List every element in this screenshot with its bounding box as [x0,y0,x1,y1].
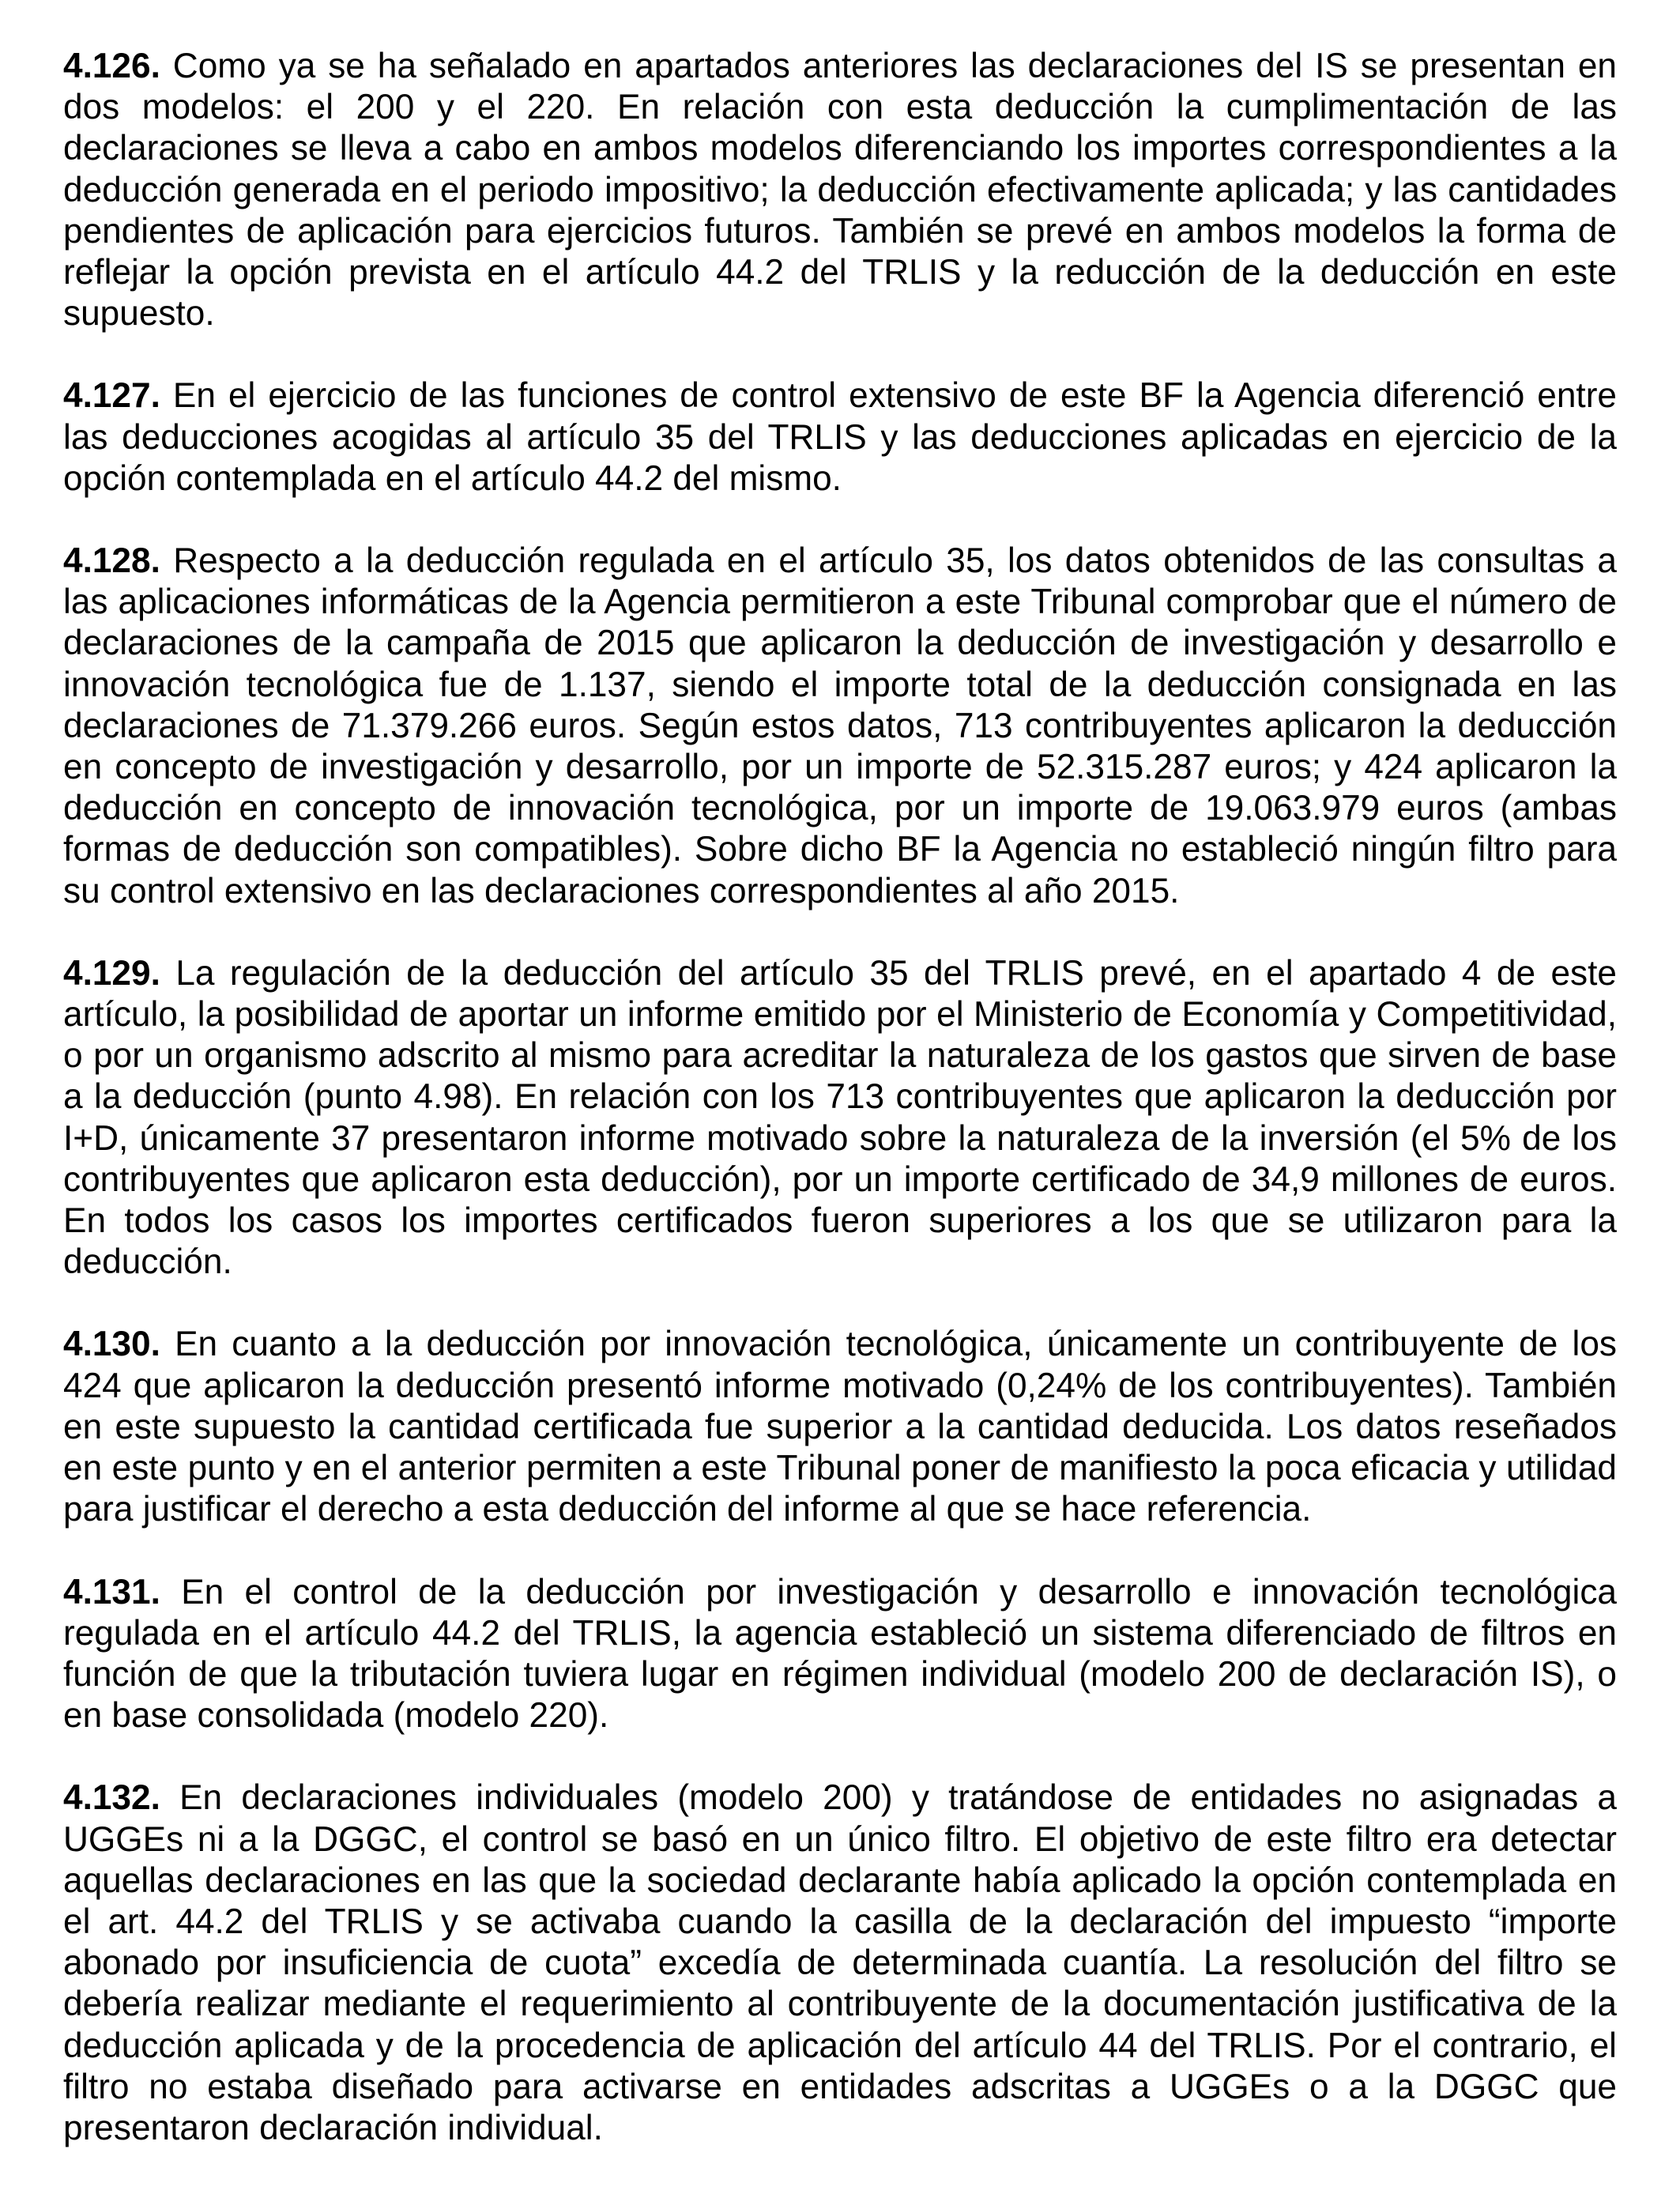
paragraph-4-132 [63,1777,1617,2149]
document-page [63,46,1617,2190]
paragraph-text: Respecto a la deducción regulada en el artículo 35, los datos obtenidos de las consultas a las aplicaciones informáticas de la Agencia permitieron a este Tribunal comprobar que el número de declaraciones de la campaña de 2015 que aplicaron la deducción de investigación y desarrollo e innovación tecnológica fue de 1.137, siendo el importe total de la deducción consignada en las declaraciones de 71.379.266 euros. Según estos datos, 713 contribuyentes aplicaron la deducción en concepto de investigación y desarrollo, por un importe de 52.315.287 euros; y 424 aplicaron la deducción en concepto de innovación tecnológica, por un importe de 19.063.979 euros (ambas formas de deducción son compatibles). Sobre dicho BF la Agencia no estableció ningún filtro para su control extensivo en las declaraciones correspondientes al año 2015. [63,541,1617,910]
paragraph-4-130 [63,1324,1617,1530]
paragraph-text: Como ya se ha señalado en apartados anteriores las declaraciones del IS se presentan en dos modelos: el 200 y el 220. En relación con esta deducción la cumplimentación de las declaraciones se lleva a cabo en ambos modelos diferenciando los importes correspondientes a la deducción generada en el periodo impositivo; la deducción efectivamente aplicada; y las cantidades pendientes de aplicación para ejercicios futuros. También se prevé en ambos modelos la forma de reflejar la opción prevista en el artículo 44.2 del TRLIS y la reducción de la deducción en este supuesto. [63,47,1617,334]
paragraph-number: 4.128. [63,541,160,581]
paragraph-text: En el control de la deducción por investigación y desarrollo e innovación tecnológica regulada en el artículo 44.2 del TRLIS, la agencia estableció un sistema diferenciado de filtros en función de que la tributación tuviera lugar en régimen individual (modelo 200 de declaración IS), o en base consolidada (modelo 220). [63,1572,1617,1736]
paragraph-4-128 [63,541,1617,912]
paragraph-number: 4.127. [63,376,160,416]
paragraph-4-129 [63,953,1617,1284]
paragraph-text: La regulación de la deducción del artículo 35 del TRLIS prevé, en el apartado 4 de este artículo, la posibilidad de aportar un informe emitido por el Ministerio de Economía y Competitividad, o por un organismo adscrito al mismo para acreditar la naturaleza de los gastos que sirven de base a la deducción (punto 4.98). En relación con los 713 contribuyentes que aplicaron la deducción por I+D, únicamente 37 presentaron informe motivado sobre la naturaleza de la inversión (el 5% de los contribuyentes que aplicaron esta deducción), por un importe certificado de 34,9 millones de euros. En todos los casos los importes certificados fueron superiores a los que se utilizaron para la deducción. [63,953,1617,1282]
paragraph-number: 4.129. [63,953,160,993]
paragraph-4-127 [63,375,1617,499]
paragraph-number: 4.126. [63,47,160,85]
paragraph-number: 4.132. [63,1778,160,1818]
paragraph-text: En el ejercicio de las funciones de control extensivo de este BF la Agencia diferenció entre las deducciones acogidas al artículo 35 del TRLIS y las deducciones aplicadas en ejercicio de la opción contemplada en el artículo 44.2 del mismo. [63,376,1618,498]
paragraph-text: En cuanto a la deducción por innovación tecnológica, únicamente un contribuyente de los 424 que aplicaron la deducción presentó informe motivado (0,24% de los contribuyentes). También en este supuesto la cantidad certificada fue superior a la cantidad deducida. Los datos reseñados en este punto y en el anterior permiten a este Tribunal poner de manifiesto la poca eficacia y utilidad para justificar el derecho a esta deducción del informe al que se hace referencia. [63,1325,1618,1529]
paragraph-number: 4.130. [63,1325,160,1364]
paragraph-4-131 [63,1572,1617,1737]
paragraph-text: En declaraciones individuales (modelo 200) y tratándose de entidades no asignadas a UGGEs ni a la DGGC, el control se basó en un único filtro. El objetivo de este filtro era detectar aquellas declaraciones en las que la sociedad declarante había aplicado la opción contemplada en el art. 44.2 del TRLIS y se activaba cuando la casilla de la declaración del impuesto “importe abonado por insuficiencia de cuota” excedía de determinada cuantía. La resolución del filtro se debería realizar mediante el requerimiento al contribuyente de la documentación justificativa de la deducción aplicada y de la procedencia de aplicación del artículo 44 del TRLIS. Por el contrario, el filtro no estaba diseñado para activarse en entidades adscritas a UGGEs o a la DGGC que presentaron declaración individual. [63,1778,1617,2147]
paragraph-number: 4.131. [63,1572,160,1612]
paragraph-4-126 [63,46,1617,334]
